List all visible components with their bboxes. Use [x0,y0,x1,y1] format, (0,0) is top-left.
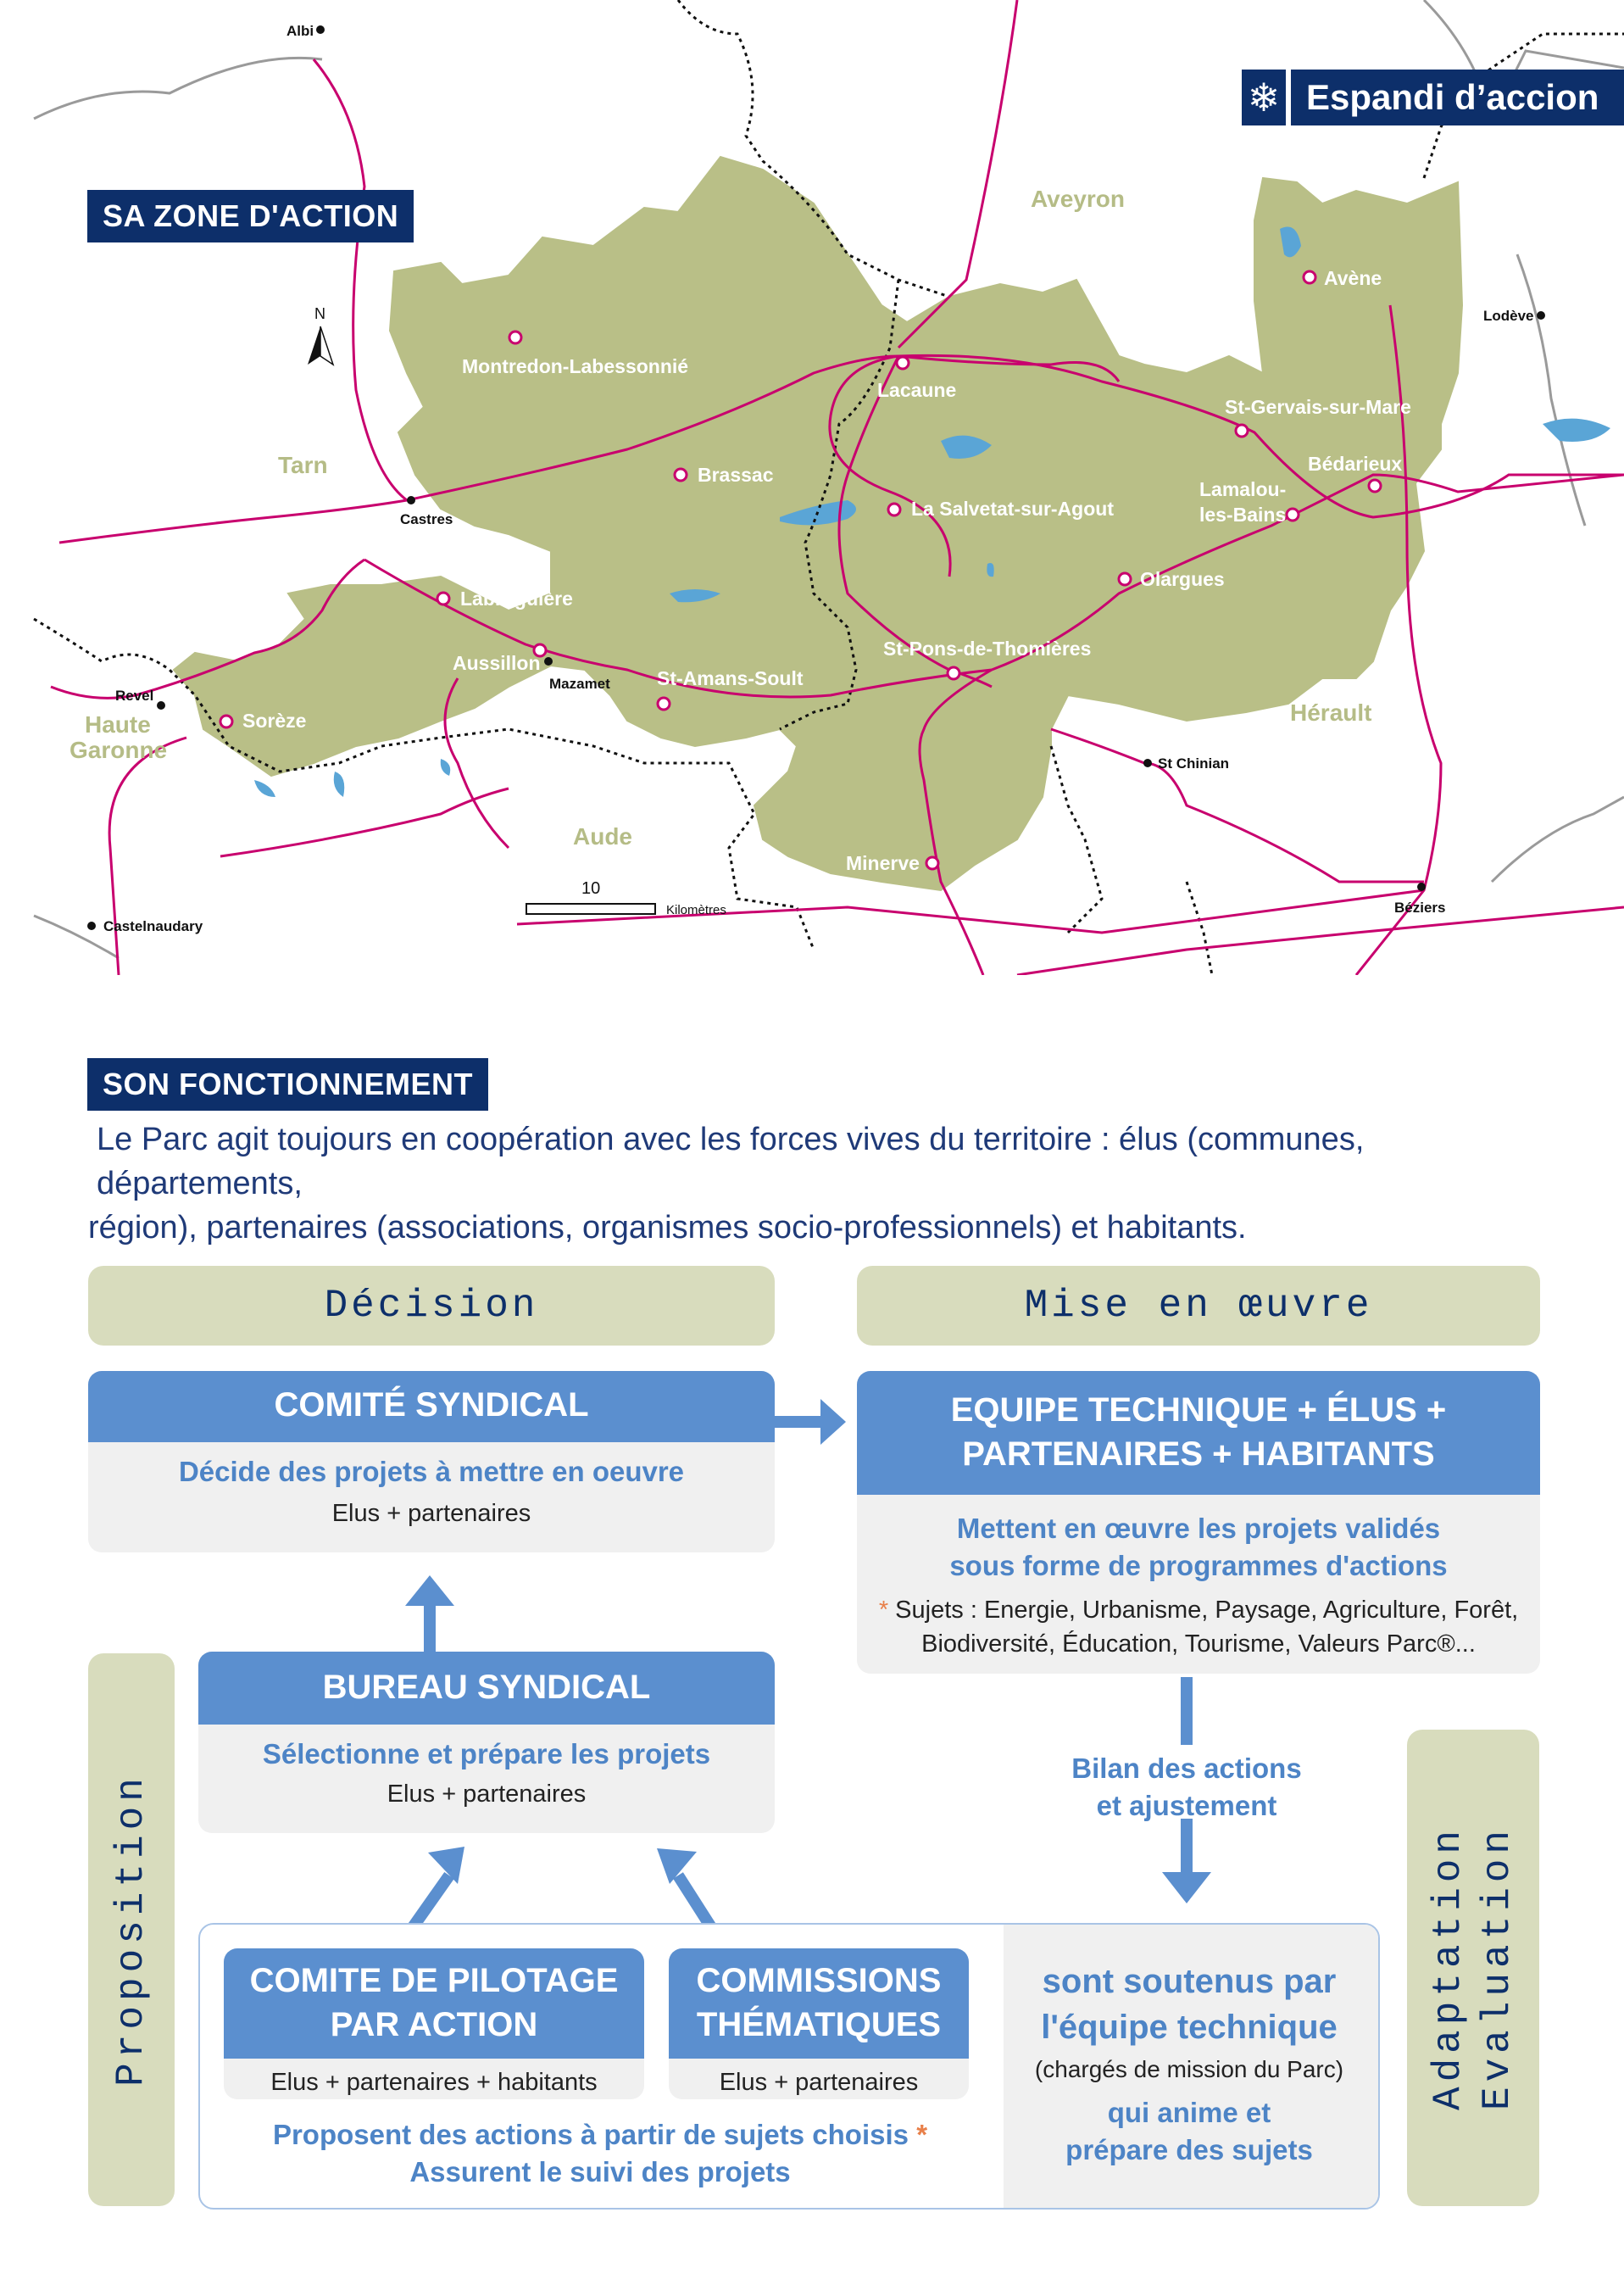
town-label: Bédarieux [1308,453,1403,475]
town-label: Avène [1324,267,1382,289]
bureau-syndical-desc: Sélectionne et prépare les projets [262,1738,711,1769]
town-label: St-Pons-de-Thomières [883,638,1092,660]
town-label: Lamalou- [1199,478,1287,500]
bilan-text [1017,1750,1356,1825]
equipe-technique-title-line-2: PARTENAIRES + HABITANTS [962,1435,1435,1473]
region-label: Hérault [1290,699,1372,726]
header-mise-en-oeuvre [857,1266,1540,1346]
town-label: Aussillon [453,652,541,674]
park-map [0,0,1624,975]
town-label: les-Bains [1199,504,1287,526]
commissions-title [669,1948,969,2059]
header-evaluation-adaptation [1407,1730,1539,2206]
bureau-syndical-title: BUREAU SYNDICAL [198,1652,775,1725]
propose-line-2: Assurent le suivi des projets [409,2156,791,2187]
bilan-line-1: Bilan des actions [1071,1753,1302,1784]
header-evaluation-label: Evaluation [1476,1825,1520,2111]
section-title-fonctionnement: SON FONCTIONNEMENT [87,1058,488,1111]
region-label: Haute [85,711,151,738]
comite-pilotage-title [224,1948,644,2059]
soutien-line-4: prépare des sujets [1065,2134,1313,2165]
propose-line-1: Proposent des actions à partir de sujets choisis [272,2119,909,2150]
svg-text:N: N [314,305,325,322]
soutien-line-1: sont soutenus par [1042,1963,1337,2000]
commissions-title-line-2: THÉMATIQUES [696,2006,942,2043]
region-label: Aude [573,823,632,850]
equipe-technique-title [857,1371,1540,1495]
town-label: Lacaune [877,379,957,401]
town-label: Castelnaudary [103,918,203,934]
equipe-technique-subjects [857,1593,1540,1661]
town-label: Montredon-Labessonnié [462,355,689,377]
comite-syndical-card [88,1371,775,1552]
section-title-zone: SA ZONE D'ACTION [87,190,414,242]
header-mise-en-oeuvre-label: Mise en œuvre [1024,1284,1373,1328]
town-label: St-Amans-Soult [657,667,804,689]
region-label: Tarn [278,452,328,478]
svg-text:Kilomètres: Kilomètres [666,903,726,917]
propose-text [198,2116,1002,2191]
town-label: Revel [115,688,154,704]
town-label: Béziers [1394,900,1446,916]
propose-star: * [916,2119,928,2150]
header-decision-label: Décision [324,1284,539,1328]
region-label: Aveyron [1031,186,1126,212]
town-label: St-Gervais-sur-Mare [1225,396,1411,418]
soutien-line-2: l'équipe technique [1041,2009,1338,2046]
comite-pilotage-title-line-1: COMITE DE PILOTAGE [249,1962,619,1999]
subjects-star: * [878,1597,889,1624]
subjects-line-1: Sujets : Energie, Urbanisme, Paysage, Agriculture, Forêt, [895,1597,1519,1624]
arrow-to-equipe [773,1416,824,1428]
soutien-line-3: qui anime et [1107,2097,1271,2128]
north-arrow-icon [308,305,333,365]
town-label: Minerve [846,852,920,874]
comite-pilotage-members: Elus + partenaires + habitants [270,2069,598,2096]
svg-text:10: 10 [581,879,601,898]
town-label: Mazamet [549,676,610,692]
brand-badge [1242,70,1624,125]
bureau-syndical-members: Elus + partenaires [387,1781,587,1808]
equipe-technique-desc-line-1: Mettent en œuvre les projets validés [956,1513,1441,1544]
brand-badge-text: Espandi d’accion [1291,70,1624,125]
commissions-title-line-1: COMMISSIONS [696,1962,942,1999]
region-label: Garonne [70,737,168,763]
header-evaluation-adaptation-labels [1424,1825,1522,2110]
intro-line-1: Le Parc agit toujours en coopération avec les forces vives du territoire : élus (communes, départements, [97,1122,1365,1201]
town-label: Sorèze [242,710,307,732]
arrow-to-soutien [1181,1677,1193,1745]
comite-syndical-desc: Décide des projets à mettre en oeuvre [178,1456,685,1487]
town-label: Olargues [1140,568,1225,590]
soutien-note: (chargés de mission du Parc) [1034,2056,1344,2082]
town-label: Brassac [698,464,774,486]
commissions-members: Elus + partenaires [719,2069,919,2096]
bilan-line-2: et ajustement [1096,1790,1277,1821]
town-label: Labruguière [460,588,573,610]
equipe-technique-desc [857,1510,1540,1585]
comite-syndical-members: Elus + partenaires [331,1500,531,1527]
soutien-text [1002,1959,1377,2169]
town-label: La Salvetat-sur-Agout [911,498,1114,520]
town-label: Albi [286,23,314,39]
comite-pilotage-card [224,1948,644,2099]
intro-line-2: région), partenaires (associations, organismes socio-professionnels) et habitants. [88,1210,1247,1246]
header-proposition-label: Proposition [109,1773,153,2087]
subjects-line-2: Biodiversité, Éducation, Tourisme, Valeurs Parc®... [921,1630,1476,1658]
equipe-technique-desc-line-2: sous forme de programmes d'actions [949,1550,1448,1581]
comite-pilotage-title-line-2: PAR ACTION [330,2006,538,2043]
arrow-to-comite [424,1602,436,1653]
comite-syndical-title: COMITÉ SYNDICAL [88,1371,775,1442]
town-label: Lodève [1483,308,1534,324]
town-label: St Chinian [1158,755,1230,772]
header-decision [88,1266,775,1346]
header-proposition [88,1653,175,2206]
equipe-technique-title-line-1: EQUIPE TECHNIQUE + ÉLUS + [950,1391,1447,1429]
equipe-technique-card [857,1371,1540,1674]
snowflake-icon: ❄ [1242,70,1286,125]
town-label: Castres [400,511,453,527]
commissions-card [669,1948,969,2099]
bureau-syndical-card [198,1652,775,1833]
header-adaptation-label: Adaptation [1427,1825,1471,2111]
scale-bar [526,879,726,917]
